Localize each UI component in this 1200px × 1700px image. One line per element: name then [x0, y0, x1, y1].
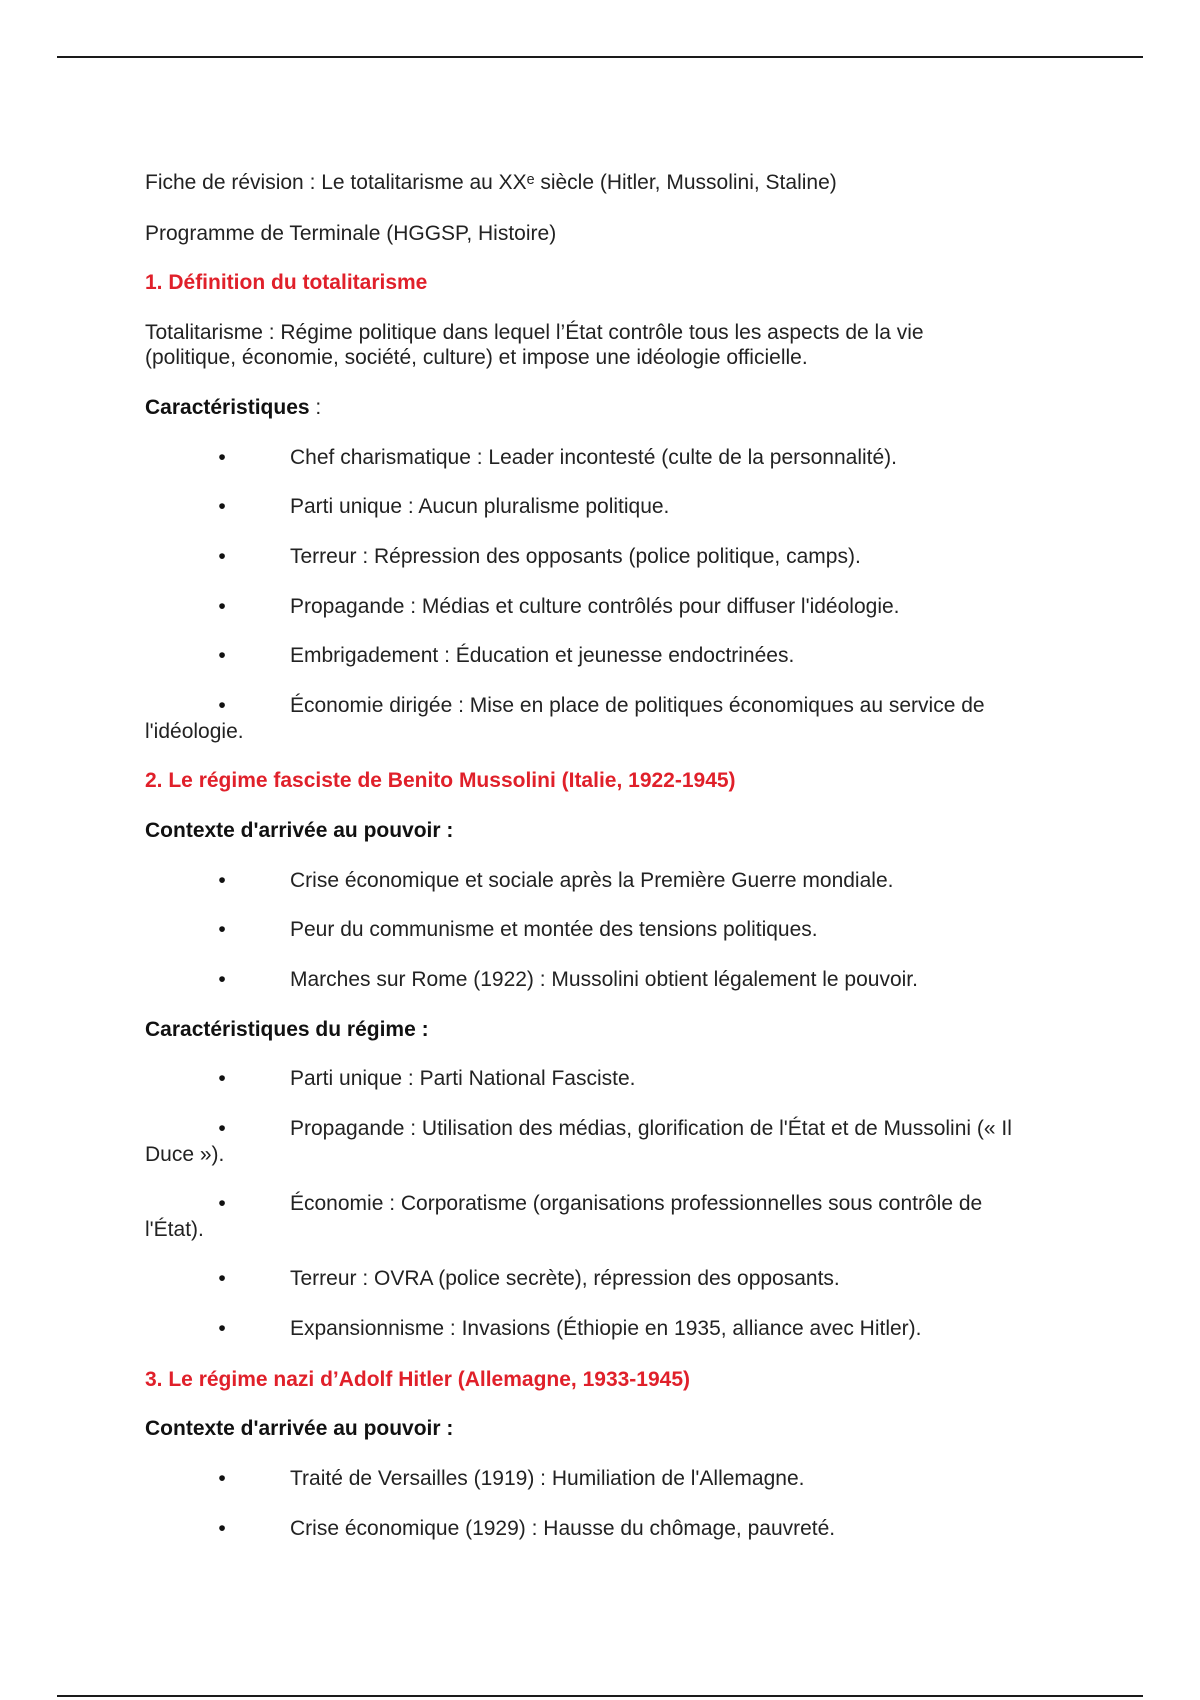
bullet-icon: •: [218, 595, 226, 618]
bullet-icon: •: [218, 1117, 226, 1140]
section-2-context-label: Contexte d'arrivée au pouvoir :: [145, 819, 454, 842]
bullet-icon: •: [218, 545, 226, 568]
list-item-text: Crise économique (1929) : Hausse du chômage, pauvreté.: [290, 1517, 836, 1540]
list-item-text: Parti unique : Aucun pluralisme politique.: [290, 495, 670, 518]
characteristics-suffix: :: [309, 396, 322, 419]
list-item-text: Crise économique et sociale après la Première Guerre mondiale.: [290, 869, 894, 892]
definition-line-2: (politique, économie, société, culture) et impose une idéologie officielle.: [145, 346, 808, 369]
bullet-icon: •: [218, 968, 226, 991]
list-item-text: Chef charismatique : Leader incontesté (culte de la personnalité).: [290, 446, 898, 469]
section-3-context-label: Contexte d'arrivée au pouvoir :: [145, 1417, 454, 1440]
section-3-heading: 3. Le régime nazi d’Adolf Hitler (Allemagne, 1933-1945): [145, 1368, 691, 1391]
list-item-text: Parti unique : Parti National Fasciste.: [290, 1067, 636, 1090]
bullet-icon: •: [218, 1267, 226, 1290]
bullet-icon: •: [218, 1517, 226, 1540]
list-item-text: Économie : Corporatisme (organisations professionnelles sous contrôle de: [290, 1192, 983, 1215]
list-item-text: Terreur : OVRA (police secrète), répression des opposants.: [290, 1267, 840, 1290]
definition-line-1: Totalitarisme : Régime politique dans lequel l’État contrôle tous les aspects de la vie: [145, 321, 924, 344]
list-item-text: Économie dirigée : Mise en place de politiques économiques au service de: [290, 694, 985, 717]
bullet-icon: •: [218, 869, 226, 892]
program-line: Programme de Terminale (HGGSP, Histoire): [145, 222, 557, 245]
list-item-continuation: l'idéologie.: [145, 720, 244, 743]
list-item-continuation: Duce »).: [145, 1143, 225, 1166]
section-2-regime-label: Caractéristiques du régime :: [145, 1018, 429, 1041]
list-item-text: Propagande : Médias et culture contrôlés pour diffuser l'idéologie.: [290, 595, 900, 618]
section-2-heading: 2. Le régime fasciste de Benito Mussolini (Italie, 1922-1945): [145, 769, 736, 792]
document-title: Fiche de révision : Le totalitarisme au XXᵉ siècle (Hitler, Mussolini, Staline): [145, 171, 837, 194]
section-1-heading: 1. Définition du totalitarisme: [145, 271, 428, 294]
list-item-continuation: l'État).: [145, 1218, 204, 1241]
bullet-icon: •: [218, 644, 226, 667]
list-item-text: Marches sur Rome (1922) : Mussolini obtient légalement le pouvoir.: [290, 968, 918, 991]
list-item-text: Peur du communisme et montée des tensions politiques.: [290, 918, 818, 941]
bullet-icon: •: [218, 446, 226, 469]
list-item-text: Propagande : Utilisation des médias, glorification de l'État et de Mussolini (« Il: [290, 1117, 1012, 1140]
list-item-text: Traité de Versailles (1919) : Humiliation de l'Allemagne.: [290, 1467, 805, 1490]
list-item-text: Embrigadement : Éducation et jeunesse endoctrinées.: [290, 644, 795, 667]
bullet-icon: •: [218, 1317, 226, 1340]
bullet-icon: •: [218, 1467, 226, 1490]
list-item-text: Terreur : Répression des opposants (police politique, camps).: [290, 545, 861, 568]
characteristics-label-row: [145, 395, 1075, 420]
bullet-icon: •: [218, 694, 226, 717]
bullet-icon: •: [218, 1067, 226, 1090]
bullet-icon: •: [218, 918, 226, 941]
top-rule: [57, 56, 1143, 58]
bullet-icon: •: [218, 495, 226, 518]
characteristics-label: Caractéristiques: [145, 396, 310, 419]
bullet-icon: •: [218, 1192, 226, 1215]
bottom-rule: [57, 1695, 1143, 1697]
list-item-text: Expansionnisme : Invasions (Éthiopie en 1935, alliance avec Hitler).: [290, 1317, 922, 1340]
